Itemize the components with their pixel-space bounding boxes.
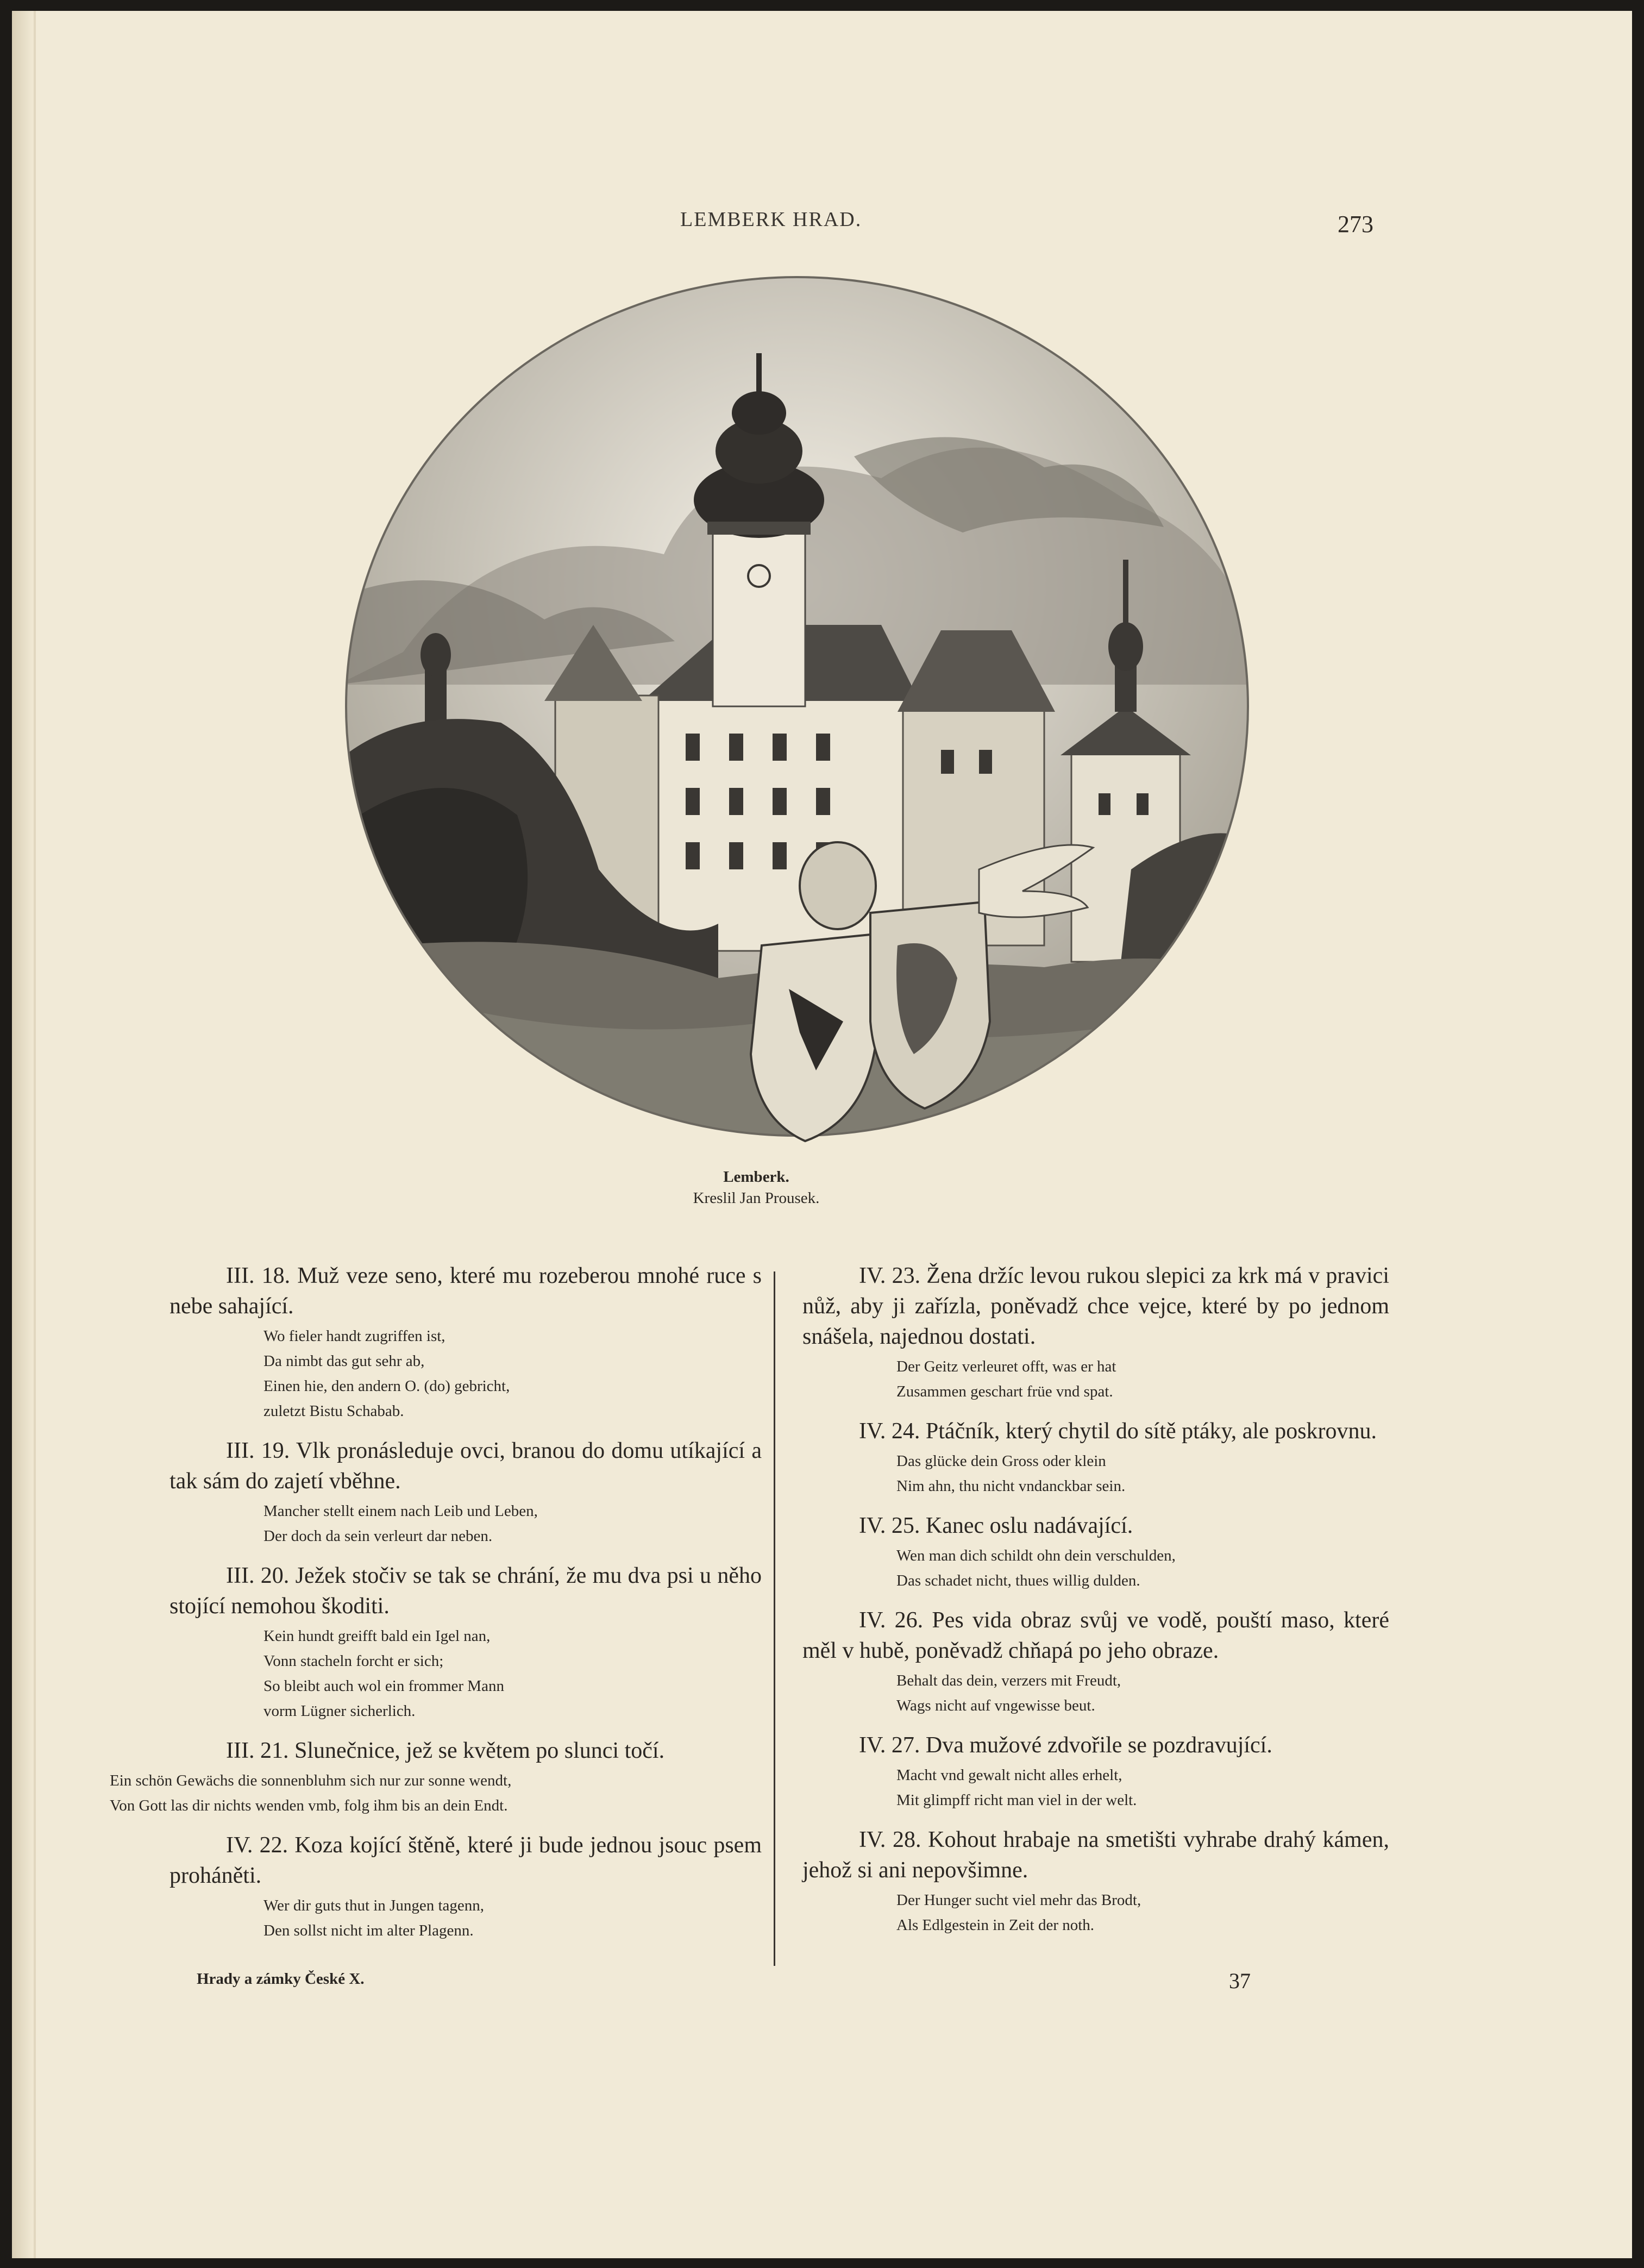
verse-line: Von Gott las dir nichts wenden vmb, folg ihm bis an dein Endt.	[110, 1797, 508, 1814]
verse-line: Wer dir guts thut in Jungen tagenn,	[263, 1897, 485, 1914]
entry	[170, 1261, 762, 1424]
entry	[802, 1416, 1389, 1499]
castle-illustration	[338, 272, 1256, 1163]
czech-description: III. 18. Muž veze seno, které mu rozeberou mnohé ruce s nebe sahající.	[170, 1263, 762, 1319]
czech-description: IV. 25. Kanec oslu nadávající.	[859, 1513, 1133, 1538]
left-column	[110, 1261, 762, 1955]
german-verse	[802, 1763, 1389, 1813]
entry	[170, 1436, 762, 1549]
entry	[802, 1261, 1389, 1404]
verse-line: vorm Lügner sicherlich.	[263, 1702, 416, 1720]
verse-line: Der doch da sein verleurt dar neben.	[263, 1527, 493, 1545]
caption-title: Lemberk.	[723, 1168, 789, 1186]
german-verse	[170, 1893, 762, 1943]
running-title: LEMBERK HRAD.	[680, 208, 862, 231]
verse-line: Der Hunger sucht viel mehr das Brodt,	[896, 1891, 1141, 1909]
verse-line: Kein hundt greifft bald ein Igel nan,	[263, 1627, 491, 1645]
verse-line: Mancher stellt einem nach Leib und Leben,	[263, 1502, 538, 1520]
verse-line: Macht vnd gewalt nicht alles erhelt,	[896, 1766, 1122, 1784]
figure-caption	[610, 1168, 903, 1207]
book-page	[12, 11, 1632, 2258]
entry	[802, 1825, 1389, 1938]
signature-number: 37	[1229, 1969, 1251, 1993]
entry	[802, 1511, 1389, 1593]
verse-line: Da nimbt das gut sehr ab,	[263, 1352, 425, 1370]
entry	[110, 1736, 762, 1818]
german-verse	[170, 1499, 762, 1549]
verse-line: Das schadet nicht, thues willig dulden.	[896, 1572, 1140, 1589]
verse-line: Einen hie, den andern O. (do) gebricht,	[263, 1377, 510, 1395]
german-verse	[170, 1624, 762, 1724]
verse-line: Vonn stacheln forcht er sich;	[263, 1652, 444, 1670]
verse-line: Mit glimpff richt man viel in der welt.	[896, 1791, 1137, 1809]
page-number: 273	[1338, 211, 1373, 237]
verse-line: Zusammen geschart früe vnd spat.	[896, 1383, 1113, 1400]
verse-line: zuletzt Bistu Schabab.	[263, 1402, 404, 1420]
book-title-footer: Hrady a zámky České X.	[197, 1970, 365, 1988]
right-column	[802, 1261, 1389, 1950]
german-verse	[802, 1543, 1389, 1593]
verse-line: So bleibt auch wol ein frommer Mann	[263, 1677, 504, 1695]
entry	[802, 1605, 1389, 1718]
german-verse	[110, 1768, 762, 1818]
german-verse	[802, 1888, 1389, 1938]
czech-description: III. 20. Ježek stočiv se tak se chrání, že mu dva psi u něho stojící nemohou škoditi.	[170, 1563, 762, 1619]
german-verse	[170, 1324, 762, 1424]
czech-description: IV. 24. Ptáčník, který chytil do sítě ptáky, ale poskrovnu.	[859, 1419, 1377, 1444]
german-verse	[802, 1668, 1389, 1718]
verse-line: Ein schön Gewächs die sonnenbluhm sich nur zur sonne wendt,	[110, 1772, 512, 1789]
czech-description: III. 19. Vlk pronásleduje ovci, branou do domu utíkající a tak sám do zajetí vběhne.	[170, 1438, 762, 1494]
verse-line: Wen man dich schildt ohn dein verschulden,	[896, 1547, 1176, 1564]
entry	[170, 1830, 762, 1943]
verse-line: Wo fieler handt zugriffen ist,	[263, 1327, 445, 1345]
verse-line: Als Edlgestein in Zeit der noth.	[896, 1916, 1095, 1934]
verse-line: Der Geitz verleuret offt, was er hat	[896, 1358, 1116, 1375]
czech-description: IV. 23. Žena držíc levou rukou slepici za krk má v pravici nůž, aby ji zařízla, poněvadž chce vejce, které by po jednom snášela, najednou dostati.	[802, 1263, 1389, 1349]
czech-description: IV. 26. Pes vida obraz svůj ve vodě, pouští maso, které měl v hubě, poněvadž chňapá po jeho obraze.	[802, 1608, 1389, 1663]
german-verse	[802, 1354, 1389, 1404]
verse-line: Behalt das dein, verzers mit Freudt,	[896, 1672, 1121, 1689]
czech-description: IV. 27. Dva mužové zdvořile se pozdravující.	[859, 1733, 1272, 1758]
czech-description: IV. 22. Koza kojící štěně, které ji bude jednou jsouc psem proháněti.	[170, 1833, 762, 1888]
verse-line: Den sollst nicht im alter Plagenn.	[263, 1922, 474, 1939]
entry	[802, 1730, 1389, 1813]
page-gutter	[12, 11, 34, 2258]
gutter-edge	[34, 11, 36, 2258]
entry	[170, 1561, 762, 1724]
column-divider	[774, 1271, 775, 1966]
czech-description: IV. 28. Kohout hrabaje na smetišti vyhrabe drahý kámen, jehož si ani nepovšimne.	[802, 1827, 1389, 1883]
czech-description: III. 21. Slunečnice, jež se květem po slunci točí.	[226, 1738, 665, 1763]
verse-line: Das glücke dein Gross oder klein	[896, 1452, 1106, 1470]
german-verse	[802, 1449, 1389, 1499]
caption-credit: Kreslil Jan Prousek.	[693, 1189, 820, 1207]
verse-line: Nim ahn, thu nicht vndanckbar sein.	[896, 1477, 1126, 1495]
verse-line: Wags nicht auf vngewisse beut.	[896, 1697, 1095, 1714]
